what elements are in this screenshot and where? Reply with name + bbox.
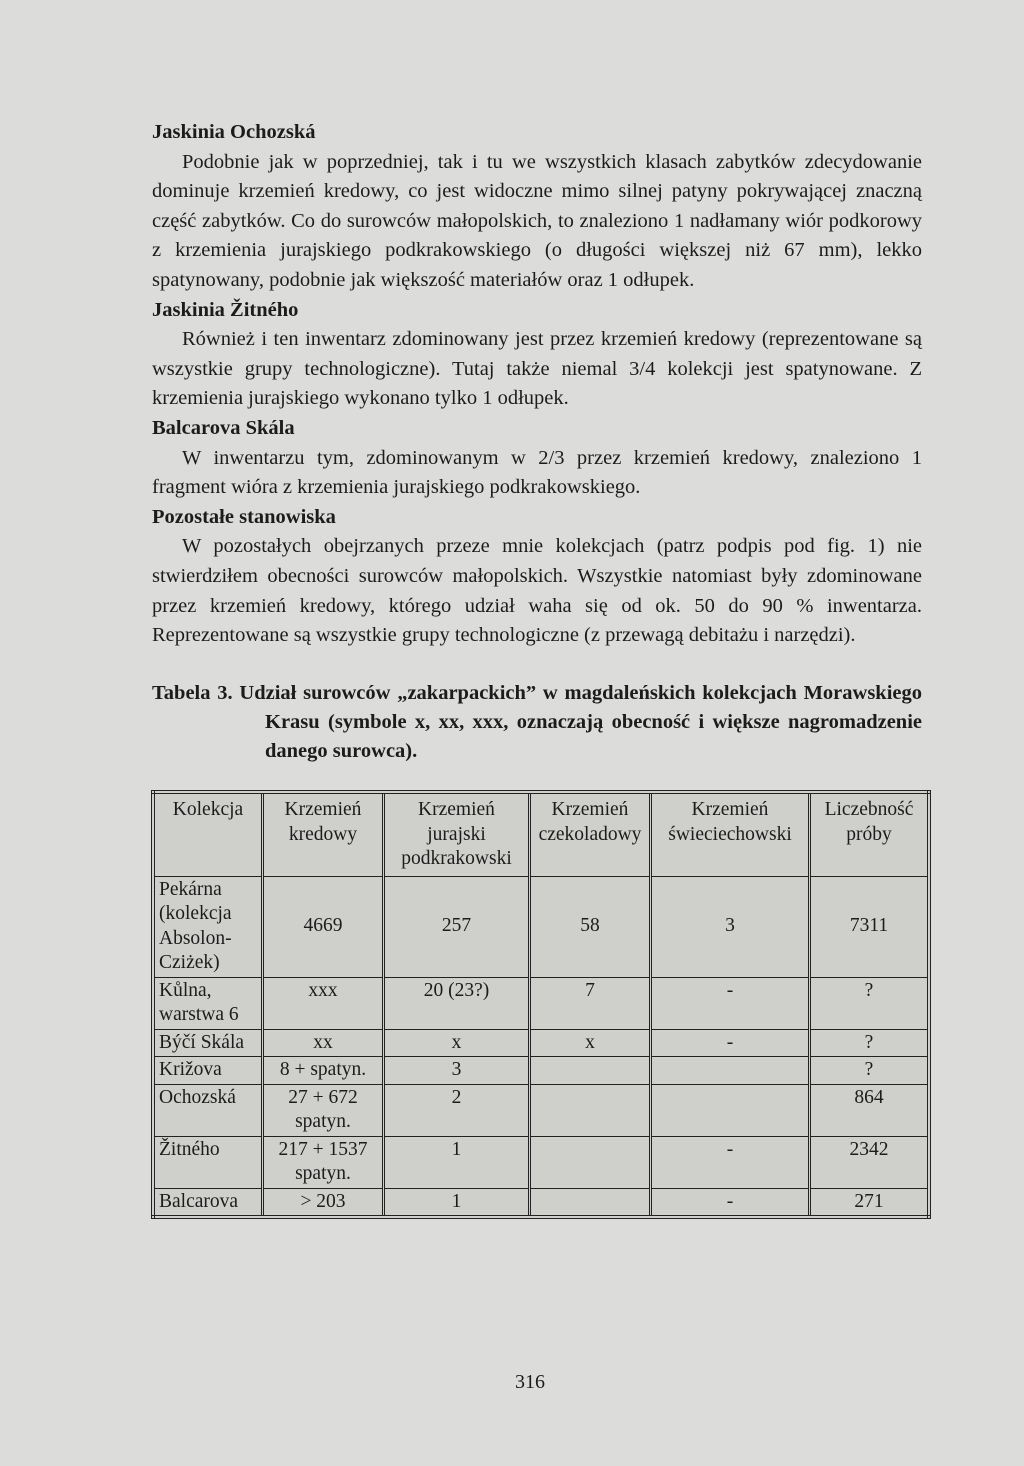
cell-swieciechowski xyxy=(651,1057,810,1085)
section-heading-ochozska: Jaskinia Ochozská xyxy=(152,121,316,143)
cell-kolekcja: Kůlna, warstwa 6 xyxy=(153,977,263,1029)
cell-kredowy: 217 + 1537 spatyn. xyxy=(263,1136,384,1188)
table-container xyxy=(151,790,931,1219)
section-body-ochozska: Podobnie jak w poprzedniej, tak i tu we wszystkich klasach zabytków zdecydowanie dominuje krzemień kredowy, co jest widoczne mimo silnej patyny pokrywającej znaczną część zabytków. Co do surowców małopolskich, to znaleziono 1 nadłamany wiór podkorowy z krzemienia jurajskiego podkrakowskiego (o długości większej niż 67 mm), lekko spatynowany, podobnie jak większość materiałów oraz 1 odłupek. xyxy=(152,150,922,291)
cell-kolekcja: Ochozská xyxy=(153,1084,263,1136)
cell-kredowy: 27 + 672 spatyn. xyxy=(263,1084,384,1136)
cell-kredowy: > 203 xyxy=(263,1188,384,1217)
table-row xyxy=(153,1188,929,1217)
cell-swieciechowski: 3 xyxy=(651,876,810,977)
cell-jurajski: 1 xyxy=(384,1136,530,1188)
cell-kredowy: 4669 xyxy=(263,876,384,977)
section-body-pozostale: W pozostałych obejrzanych przeze mnie kolekcjach (patrz podpis pod fig. 1) nie stwierdziłem obecności surowców małopolskich. Wszystkie natomiast były zdominowane przez krzemień kredowy, którego udział waha się od ok. 50 do 90 % inwentarza. Reprezentowane są wszystkie grupy technologiczne (z przewagą debitażu i narzędzi). xyxy=(152,535,922,647)
cell-kredowy: xx xyxy=(263,1029,384,1057)
section-body-zitneho: Również i ten inwentarz zdominowany jest przez krzemień kredowy (reprezentowane są wszystkie grupy technologiczne). Tutaj także niemal 3/4 kolekcji jest spatynowane. Z krzemienia jurajskiego wykonano tylko 1 odłupek. xyxy=(152,328,922,410)
cell-liczebnosc: ? xyxy=(810,1057,930,1085)
cell-jurajski: 1 xyxy=(384,1188,530,1217)
cell-swieciechowski xyxy=(651,1084,810,1136)
table-caption: Tabela 3. Udział surowców „zakarpackich” w magdaleńskich kolekcjach Morawskiego Krasu (symbole x, xx, xxx, oznaczają obecność i większe nagromadzenie danego surowca). xyxy=(152,681,922,762)
cell-jurajski: 2 xyxy=(384,1084,530,1136)
cell-liczebnosc: 271 xyxy=(810,1188,930,1217)
table-row xyxy=(153,1084,929,1136)
cell-swieciechowski: - xyxy=(651,1029,810,1057)
cell-liczebnosc: ? xyxy=(810,1029,930,1057)
cell-liczebnosc: 2342 xyxy=(810,1136,930,1188)
table-header-row xyxy=(153,792,929,876)
cell-kolekcja: Žitného xyxy=(153,1136,263,1188)
cell-kredowy: xxx xyxy=(263,977,384,1029)
cell-jurajski: 20 (23?) xyxy=(384,977,530,1029)
spacer xyxy=(152,651,922,679)
cell-czekoladowy: 58 xyxy=(530,876,651,977)
header-liczebnosc: Liczebność próby xyxy=(810,792,930,876)
cell-liczebnosc: 7311 xyxy=(810,876,930,977)
cell-kolekcja: Býčí Skála xyxy=(153,1029,263,1057)
table-row xyxy=(153,977,929,1029)
cell-kredowy: 8 + spatyn. xyxy=(263,1057,384,1085)
cell-czekoladowy xyxy=(530,1084,651,1136)
page-number: 316 xyxy=(515,1371,545,1393)
section-heading-zitneho: Jaskinia Žitného xyxy=(152,298,299,321)
cell-czekoladowy: 7 xyxy=(530,977,651,1029)
cell-czekoladowy xyxy=(530,1057,651,1085)
cell-jurajski: 257 xyxy=(384,876,530,977)
section-body-balcarova: W inwentarzu tym, zdominowanym w 2/3 przez krzemień kredowy, znaleziono 1 fragment wióra z krzemienia jurajskiego podkrakowskiego. xyxy=(152,446,922,499)
cell-kolekcja: Balcarova xyxy=(153,1188,263,1217)
cell-jurajski: 3 xyxy=(384,1057,530,1085)
text-body xyxy=(152,118,922,766)
header-kolekcja: Kolekcja xyxy=(153,792,263,876)
table-row xyxy=(153,876,929,977)
cell-swieciechowski: - xyxy=(651,1188,810,1217)
cell-czekoladowy: x xyxy=(530,1029,651,1057)
table-row xyxy=(153,1029,929,1057)
table-row xyxy=(153,1057,929,1085)
cell-kolekcja: Križova xyxy=(153,1057,263,1085)
cell-swieciechowski: - xyxy=(651,1136,810,1188)
cell-swieciechowski: - xyxy=(651,977,810,1029)
cell-kolekcja: Pekárna (kolekcja Absolon-Cziżek) xyxy=(153,876,263,977)
header-jurajski: Krzemień jurajski podkrakowski xyxy=(384,792,530,876)
header-kredowy: Krzemień kredowy xyxy=(263,792,384,876)
header-czekoladowy: Krzemień czekoladowy xyxy=(530,792,651,876)
cell-czekoladowy xyxy=(530,1188,651,1217)
section-heading-balcarova: Balcarova Skála xyxy=(152,416,295,439)
header-swieciechowski: Krzemień świeciechowski xyxy=(651,792,810,876)
cell-liczebnosc: 864 xyxy=(810,1084,930,1136)
section-heading-pozostale: Pozostałe stanowiska xyxy=(152,505,336,528)
cell-czekoladowy xyxy=(530,1136,651,1188)
cell-jurajski: x xyxy=(384,1029,530,1057)
cell-liczebnosc: ? xyxy=(810,977,930,1029)
table-row xyxy=(153,1136,929,1188)
data-table xyxy=(151,790,931,1219)
